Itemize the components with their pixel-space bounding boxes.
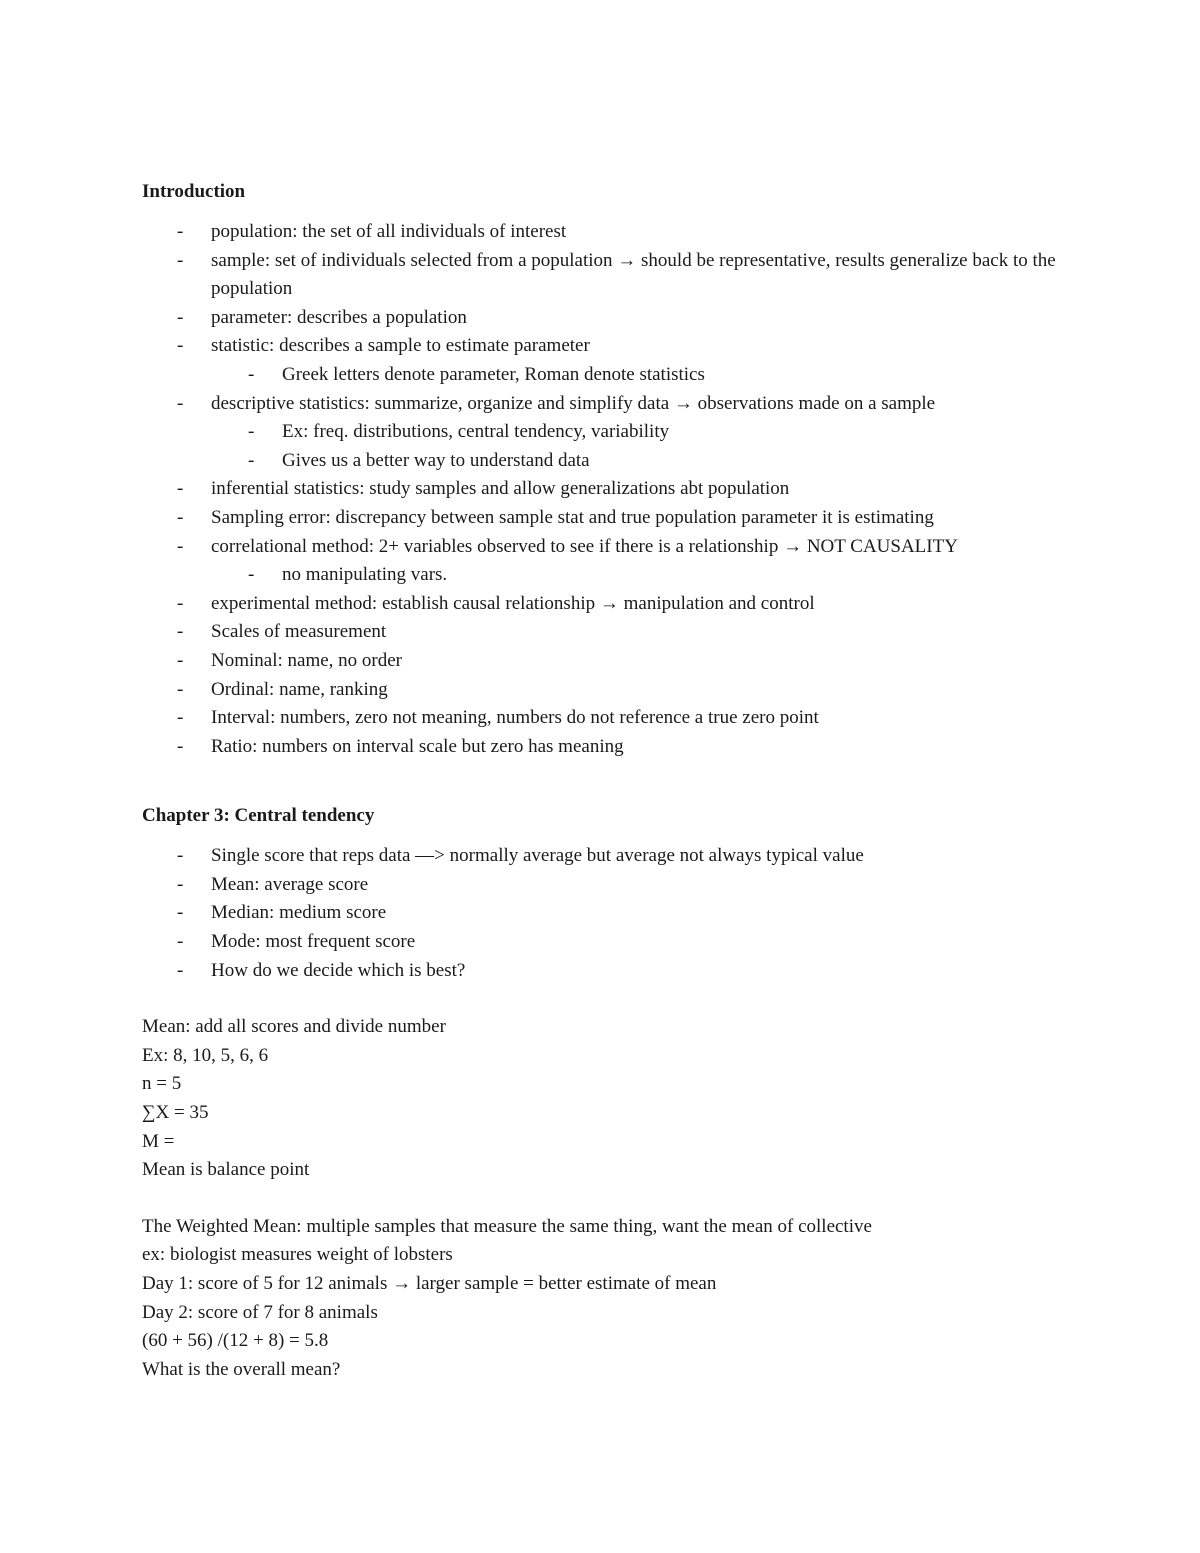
text-line: ∑X = 35 <box>142 1102 209 1124</box>
list-item: - correlational method: 2+ variables observed to see if there is a relationship → NOT CAUSALITY <box>142 533 1062 562</box>
list-item: - Single score that reps data —> normally average but average not always typical value <box>142 842 1062 871</box>
mean-block <box>142 1013 1062 1185</box>
document-page <box>142 178 1062 1384</box>
text-line: The Weighted Mean: multiple samples that measure the same thing, want the mean of collective <box>142 1215 872 1237</box>
sub-list-item: - Ex: freq. distributions, central tendency, variability <box>142 418 1062 447</box>
text-line: What is the overall mean? <box>142 1358 341 1380</box>
weighted-mean-block <box>142 1213 1062 1385</box>
intro-list <box>142 218 1062 761</box>
text-line: n = 5 <box>142 1073 182 1095</box>
list-item: - inferential statistics: study samples and allow generalizations abt population <box>142 475 1062 504</box>
text-line: Day 1: score of 5 for 12 animals → larger sample = better estimate of mean <box>142 1273 717 1294</box>
sub-list-item: - Greek letters denote parameter, Roman denote statistics <box>142 361 1062 390</box>
list-item: - descriptive statistics: summarize, organize and simplify data → observations made on a sample <box>142 390 1062 419</box>
list-item: - statistic: describes a sample to estimate parameter <box>142 332 1062 361</box>
list-item: - Scales of measurement <box>142 618 1062 647</box>
chapter3-heading: Chapter 3: Central tendency <box>142 805 375 827</box>
list-item: - Interval: numbers, zero not meaning, numbers do not reference a true zero point <box>142 704 1062 733</box>
text-line: (60 + 56) /(12 + 8) = 5.8 <box>142 1330 329 1352</box>
list-item: - How do we decide which is best? <box>142 957 1062 986</box>
intro-heading: Introduction <box>142 181 246 202</box>
list-item: - Ratio: numbers on interval scale but zero has meaning <box>142 733 1062 762</box>
list-item: - Median: medium score <box>142 899 1062 928</box>
list-item: - Ordinal: name, ranking <box>142 676 1062 705</box>
list-item: - parameter: describes a population <box>142 304 1062 333</box>
list-item: - population: the set of all individuals of interest <box>142 218 1062 247</box>
list-item: - Nominal: name, no order <box>142 647 1062 676</box>
text-line: Day 2: score of 7 for 8 animals <box>142 1301 378 1323</box>
chapter3-list <box>142 842 1062 985</box>
sub-list-item: - Gives us a better way to understand data <box>142 447 1062 476</box>
text-line: M = <box>142 1130 175 1152</box>
text-line: Mean: add all scores and divide number <box>142 1016 446 1038</box>
list-item: - experimental method: establish causal relationship → manipulation and control <box>142 590 1062 619</box>
text-line: Mean is balance point <box>142 1159 310 1181</box>
text-line: Ex: 8, 10, 5, 6, 6 <box>142 1044 269 1066</box>
list-item: - Sampling error: discrepancy between sample stat and true population parameter it is estimating <box>142 504 1062 533</box>
list-item: - sample: set of individuals selected from a population → should be representative, results generalize back to the population <box>142 247 1062 304</box>
sub-list-item: - no manipulating vars. <box>142 561 1062 590</box>
list-item: - Mode: most frequent score <box>142 928 1062 957</box>
list-item: - Mean: average score <box>142 871 1062 900</box>
text-line: ex: biologist measures weight of lobsters <box>142 1244 453 1266</box>
